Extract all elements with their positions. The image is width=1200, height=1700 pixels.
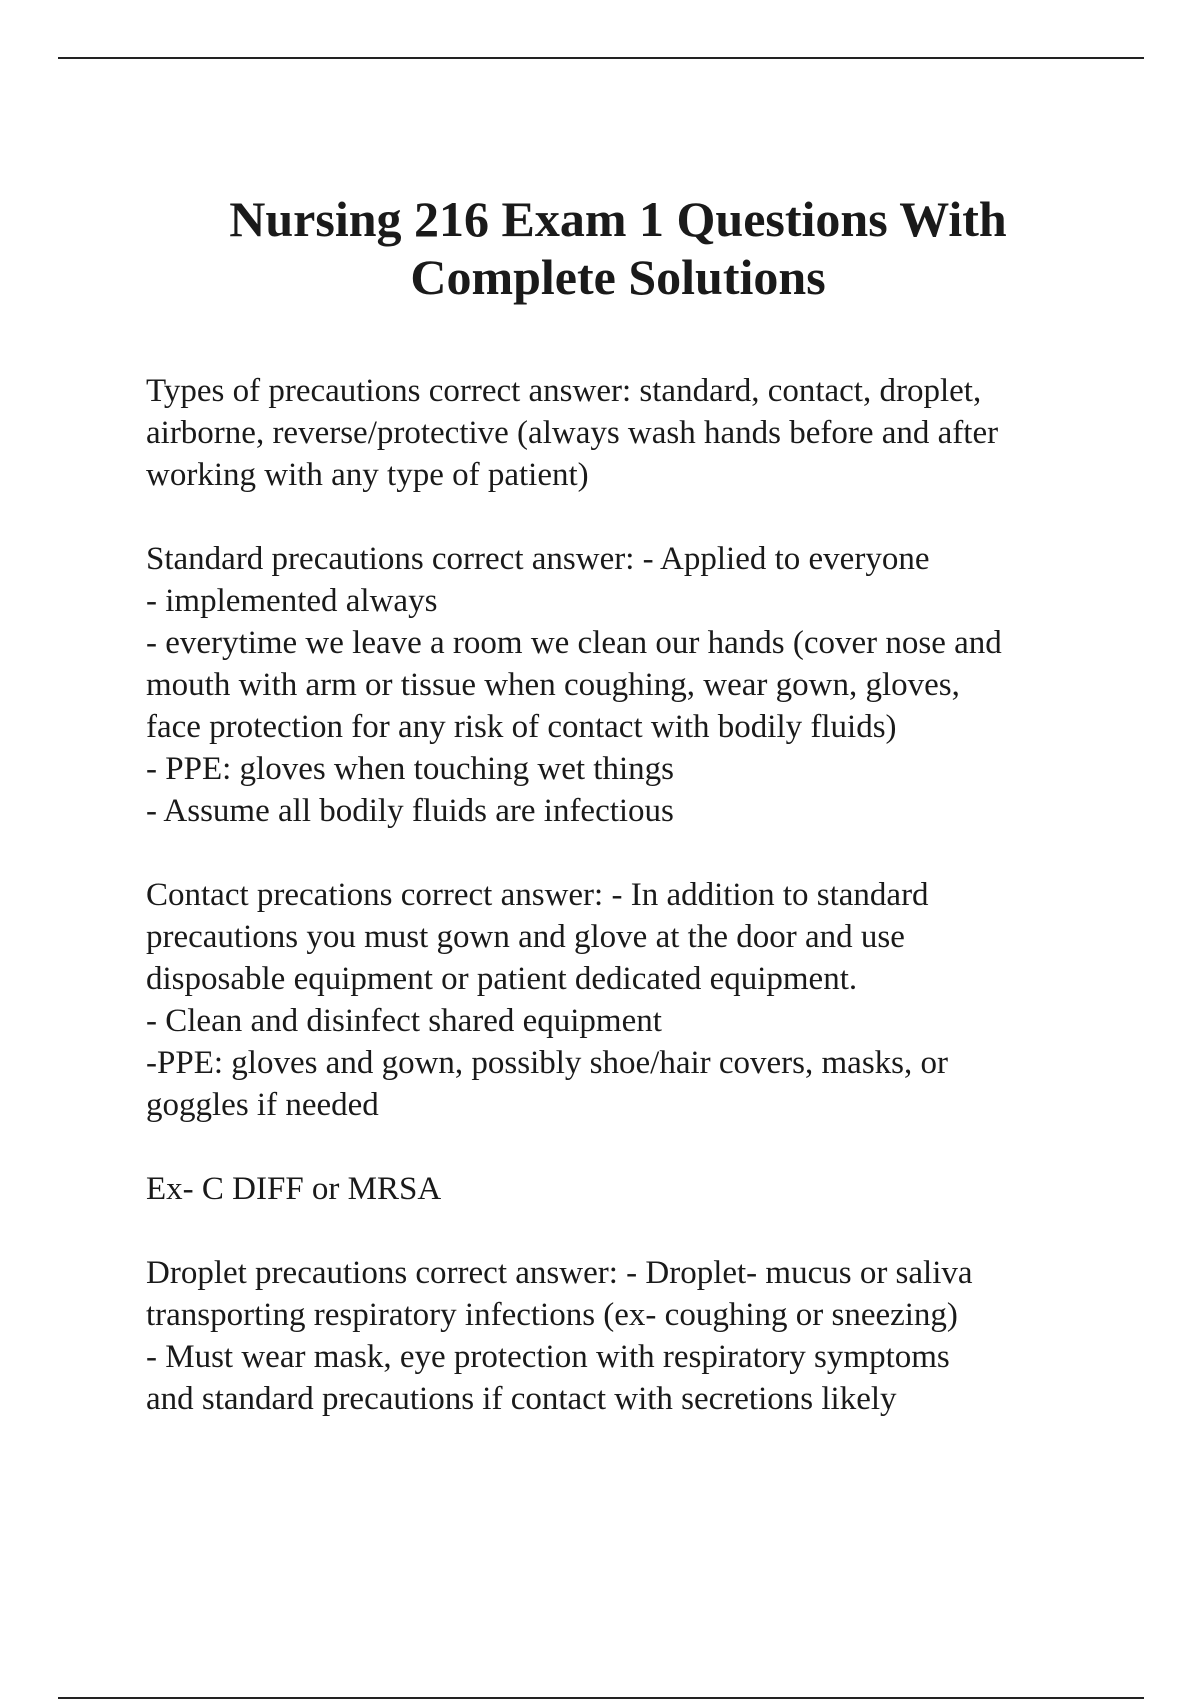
text-line: Types of precautions correct answer: standard, contact, droplet, — [146, 373, 982, 409]
qa-types-of-precautions — [146, 370, 1106, 496]
text-line: - everytime we leave a room we clean our hands (cover nose and — [146, 625, 1002, 661]
text-line: face protection for any risk of contact with bodily fluids) — [146, 709, 897, 745]
text-line: - implemented always — [146, 583, 438, 619]
page-title — [0, 190, 1200, 306]
text-line: -PPE: gloves and gown, possibly shoe/hair covers, masks, or — [146, 1045, 949, 1081]
text-line: goggles if needed — [146, 1087, 379, 1123]
top-divider — [58, 57, 1144, 59]
contact-example — [146, 1168, 1106, 1210]
text-line: - Clean and disinfect shared equipment — [146, 1003, 662, 1039]
title-line: Nursing 216 Exam 1 Questions With — [229, 191, 1007, 247]
text-line: - Must wear mask, eye protection with respiratory symptoms — [146, 1339, 950, 1375]
bottom-divider — [58, 1697, 1144, 1699]
qa-standard-precautions — [146, 538, 1106, 832]
text-line: - PPE: gloves when touching wet things — [146, 751, 674, 787]
qa-droplet-precautions — [146, 1252, 1106, 1420]
document-body — [146, 370, 1106, 1462]
text-line: precautions you must gown and glove at the door and use — [146, 919, 905, 955]
text-line: airborne, reverse/protective (always wash hands before and after — [146, 415, 999, 451]
text-line: transporting respiratory infections (ex- coughing or sneezing) — [146, 1297, 958, 1333]
text-line: Ex- C DIFF or MRSA — [146, 1171, 442, 1207]
title-line: Complete Solutions — [410, 249, 826, 305]
text-line: and standard precautions if contact with secretions likely — [146, 1381, 897, 1417]
text-line: Standard precautions correct answer: - Applied to everyone — [146, 541, 930, 577]
text-line: working with any type of patient) — [146, 457, 589, 493]
text-line: - Assume all bodily fluids are infectious — [146, 793, 674, 829]
qa-contact-precautions — [146, 874, 1106, 1126]
text-line: Contact precations correct answer: - In addition to standard — [146, 877, 929, 913]
text-line: Droplet precautions correct answer: - Droplet- mucus or saliva — [146, 1255, 973, 1291]
text-line: mouth with arm or tissue when coughing, wear gown, gloves, — [146, 667, 960, 703]
text-line: disposable equipment or patient dedicated equipment. — [146, 961, 858, 997]
